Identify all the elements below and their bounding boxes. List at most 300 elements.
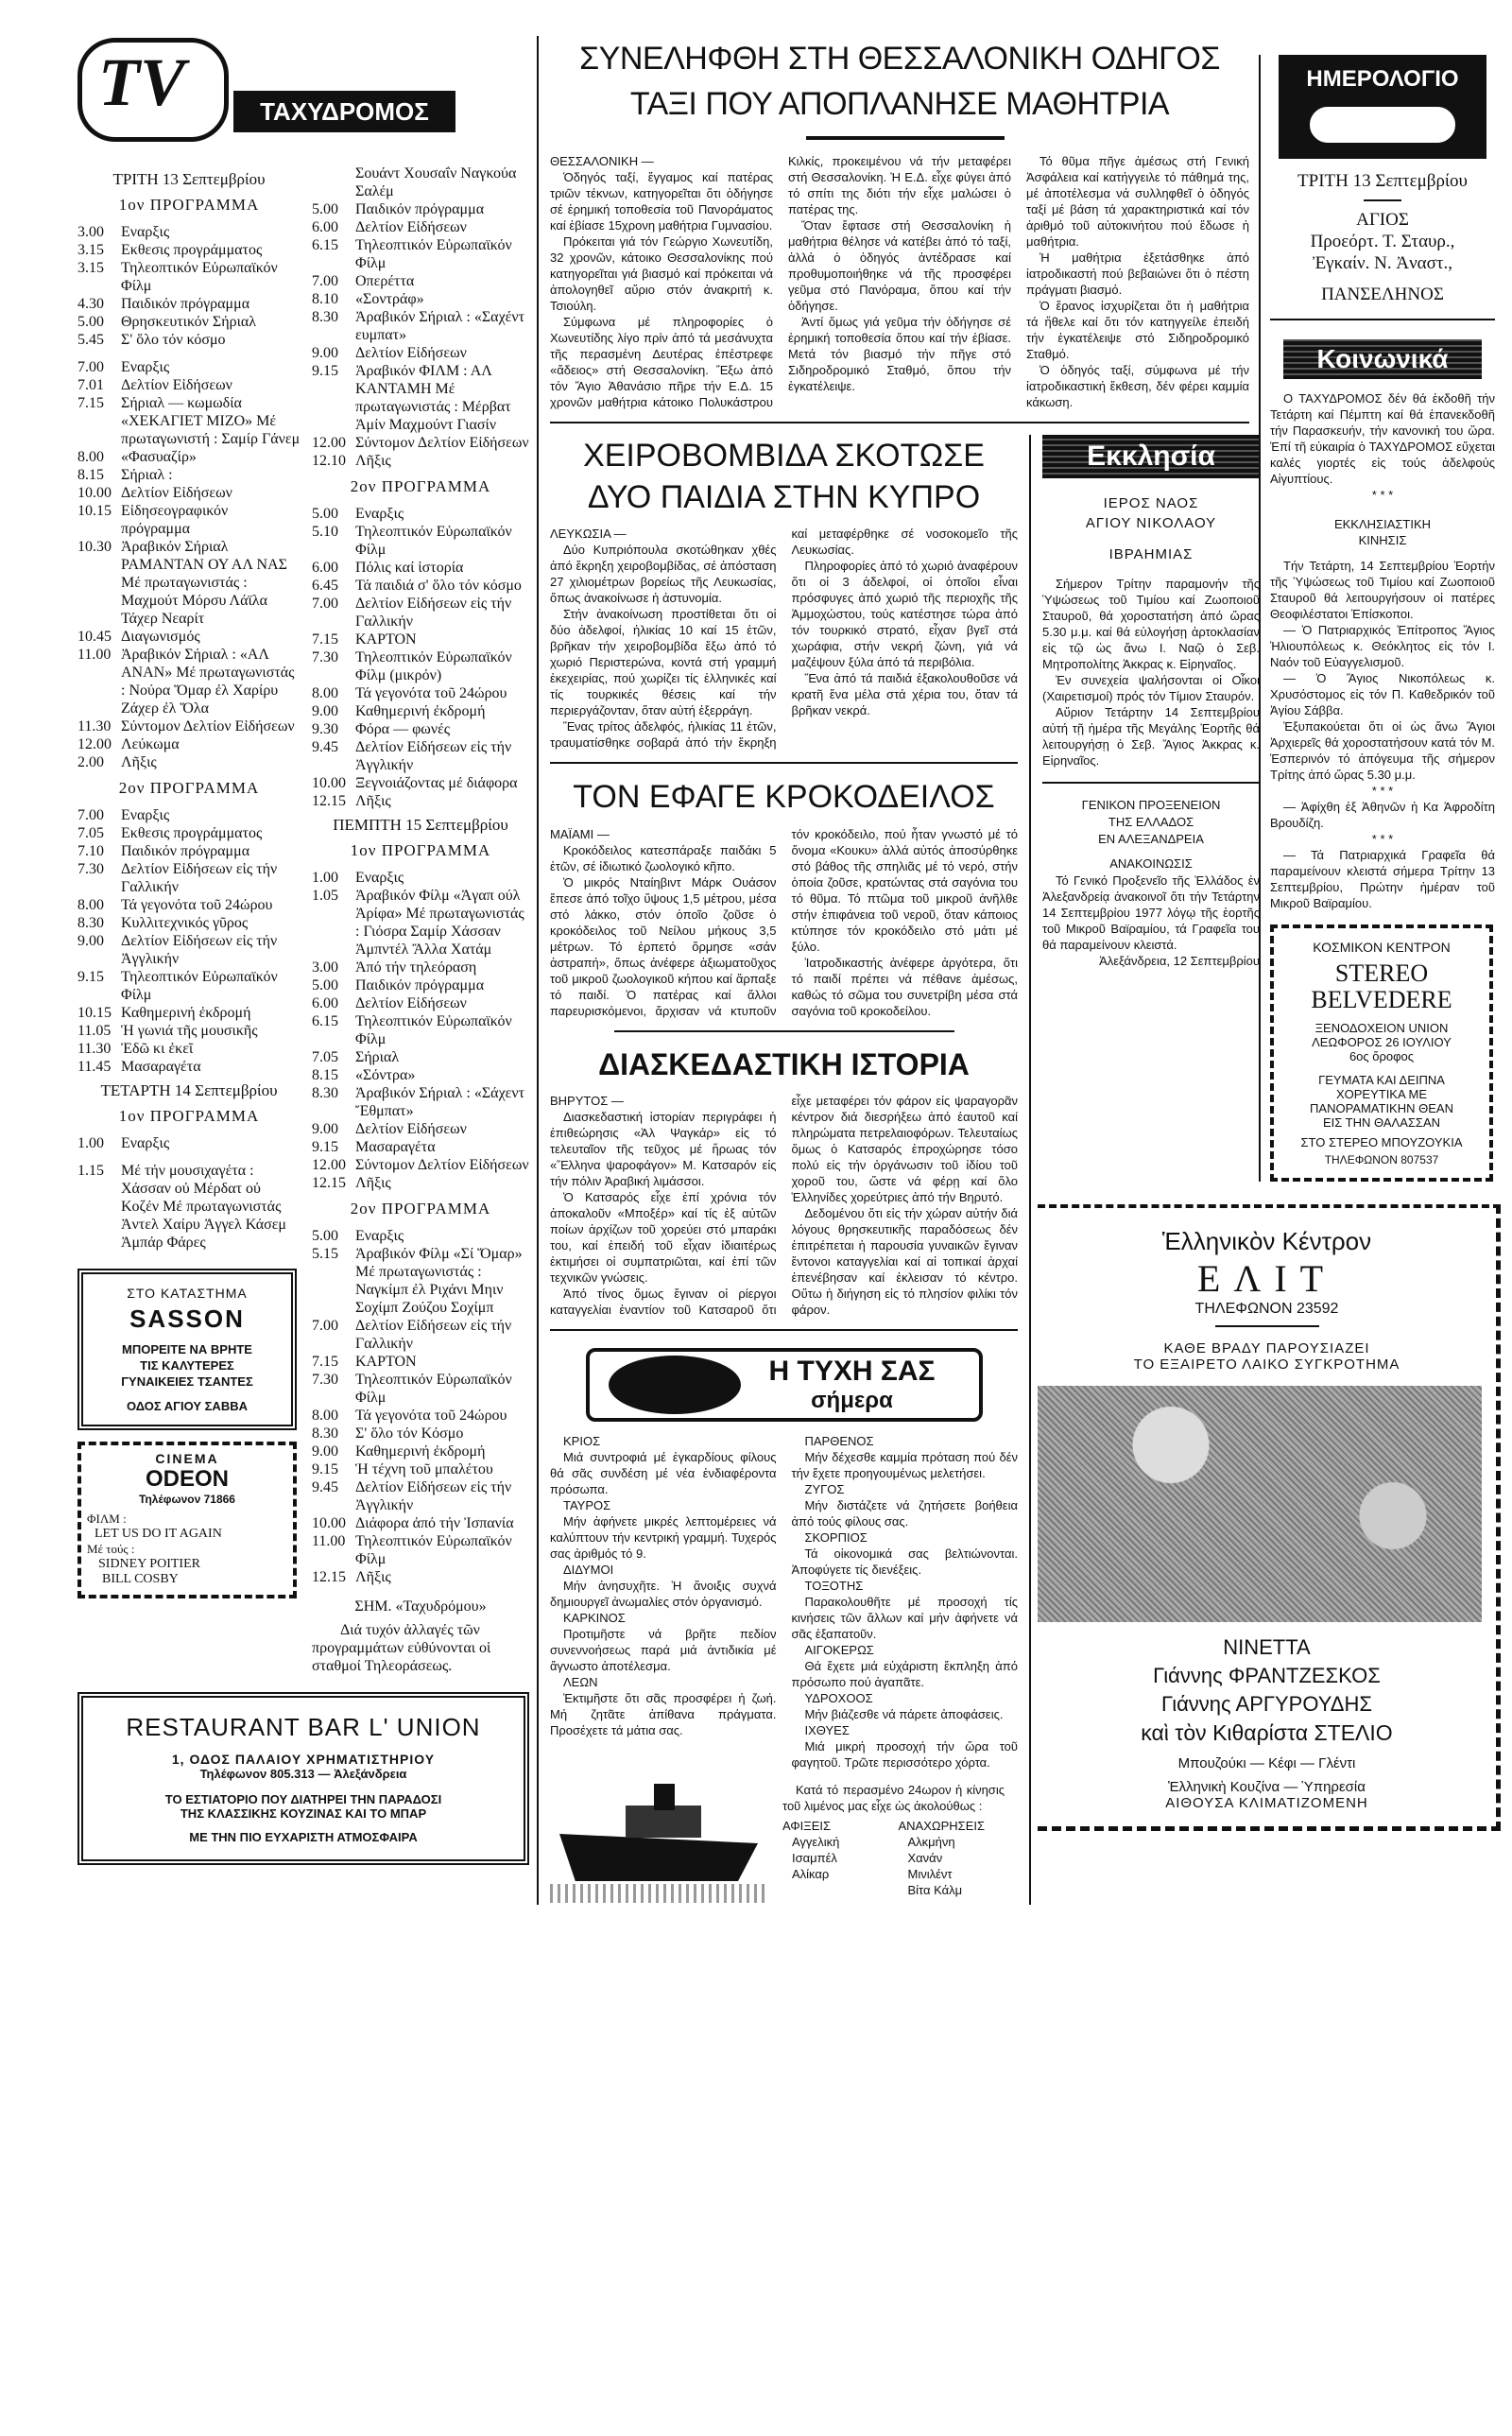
tv-listing-time: 3.15 [77,242,104,258]
tv-listing-title: Τά γεγονότα τοῦ 24ώρου [355,1408,507,1424]
tv-listing-title: Εναρξις [355,1228,404,1244]
tv-listing [77,860,301,896]
separator-stars: * * * [1371,488,1394,502]
ad-belvedere-line: ΣΤΟ ΣΤΕΡΕΟ ΜΠΟΥΖΟΥΚΙΑ [1300,1135,1463,1149]
tv-listing-title: Εκθεσις προγράμματος [121,825,263,841]
tv-listing [77,628,301,646]
port-movements [782,1782,1005,1898]
tv-listing-title: Σύντομον Δελτίον Εἰδήσεων [355,1157,529,1173]
consulate-heading: ΓΕΝΙΚΟΝ ΠΡΟΞΕΝΕΙΟΝ [1081,798,1221,812]
tv-listing-title: Τά γεγονότα τοῦ 24ώρου [121,897,273,913]
tv-listing-time: 7.15 [312,631,338,648]
tv-listing-time: 11.00 [77,647,112,663]
tv-listing-time: 12.10 [312,453,346,469]
tv-day-heading: ΤΕΤΑΡΤΗ 14 Σεπτεμβρίου [100,1081,278,1099]
taxi-headline-line: ΤΑΞΙ ΠΟΥ ΑΠΟΠΛΑΝΗΣΕ ΜΑΘΗΤΡΙΑ [629,86,1170,122]
tv-listing-title: Τηλεοπτικόν Εὐρωπαϊκόν Φίλμ [121,969,278,1003]
tv-listing [77,331,301,349]
tv-listing-title: Ἡ τέχνη τοῦ μπαλέτου [355,1461,493,1477]
tv-listing [312,1478,529,1514]
paragraph: Ἀπό τίνος ὅμως ἔγιναν οἱ ρίεργοι καταγγελίαι ἐναντίον τοῦ Κατσαροῦ ὅτι εἶχε μεταφέρει τόν φάρον εἰς ψαραγορᾶν κέντρον διά διεσρήξεω ἀπό ἑαυτοῦ καί πληρώματα πετρελαιοφόρων. Τελευταίως ὅμως ὁ Κατσαρός ἐπροχώρησε τόσο πολύ εἰς τήν ὀργάνωσιν τοῦ ἰδίου τοῦ χοροῦ του, ὥστε νά φέρῃ καί ὅλο Ἑλληνίδες χορεύτριες ἀπό τήν Βηρυτό. [550,1094,1018,1317]
paragraph: Τό Γενικό Προξενεῖο τῆς Ἑλλάδος ἐν Ἀλεξανδρείᾳ ἀνακοινοῖ ὅτι τήν Τετάρτην 14 Σεπτεμβρίου 1977 λόγῳ τῆς ἑορτῆς τοῦ Μικροῦ Βαϊραμίου, τά Γραφεῖα του θά παραμείνουν κλειστά. [1042,873,1260,952]
tv-listing-time: 6.15 [312,1013,338,1029]
taxi-article [550,153,1249,410]
tv-listing-time: 6.45 [312,578,338,594]
tv-listing-title: Φόρα — φωνές [355,721,451,737]
tv-listing-title: Τηλεοπτικόν Εὐρωπαϊκόν Φίλμ [355,237,512,271]
tv-listing-title: Τηλεοπτικόν Εὐρωπαϊκόν Φίλμ [355,1533,512,1567]
tv-listing-time: 12.15 [312,1569,346,1585]
tv-listing-title: Σήριαλ : [121,467,173,483]
tv-listing [312,774,529,792]
tv-listing-title: Τηλεοπτικόν Εὐρωπαϊκόν Φίλμ [355,524,512,558]
tv-listing-time: 10.15 [77,503,112,519]
tv-listing-time: 7.00 [77,807,104,823]
tv-listing-time: 9.00 [77,933,104,949]
tv-listing [312,200,529,218]
calendar-info [1270,170,1495,305]
ad-odeon-film-label: ΦΙΛΜ : [87,1512,127,1526]
tv-listing-title: Δελτίον Εἰδήσεων [121,377,232,393]
ad-belvedere-line: ΕΙΣ ΤΗΝ ΘΑΛΑΣΣΑΝ [1322,1115,1441,1130]
tv-listing-title: Δελτίον Εἰδήσεων [355,219,467,235]
tv-listing [312,738,529,774]
ad-odeon-film: LET US DO IT AGAIN [94,1527,222,1541]
tv-listing-time: 8.00 [77,897,104,913]
tv-listing-time: 8.00 [312,1408,338,1424]
tv-listing [312,1227,529,1245]
zodiac-sign: ΚΡΙΟΣ [563,1434,601,1448]
church-heading: ΙΒΡΑΗΜΙΑΣ [1108,546,1194,562]
tv-listing-title: Εναρξις [121,807,170,823]
tv-listing-time: 3.00 [312,959,338,976]
society-banner: Κοινωνικά [1283,339,1482,379]
zodiac-text: Μήν ἀνησυχῆτε. Ἡ ἄνοιξις συχνά δημιουργεῖ ἀνωμαλίες στόν ὀργανισμό. [550,1579,777,1609]
saint-label: ΑΓΙΟΣ [1356,210,1409,230]
tv-listing-title: Δελτίον Εἰδήσεων εἰς τήν Γαλλικήν [355,596,512,630]
tv-listing [312,1066,529,1084]
consulate-signature: Ἀλεξάνδρεια, 12 Σεπτεμβρίου [1099,954,1260,968]
tv-listing-title: Ἀραβικόν ΦΙΛΜ : ΑΛ ΚΑΝΤΑΜΗ Μέ πρωταγωνιστάς : Μέρβατ Ἀμίν Μαχμούντ Γιασίν [355,363,511,433]
tv-listing-title: Εκθεσις προγράμματος [121,242,263,258]
tv-listing [77,394,301,448]
paragraph: Στήν ἀνακοίνωση προστίθεται ὅτι οἱ δύο ἀδελφοί, ἡλικίας 10 καί 15 ἐτῶν, βρῆκαν τήν χειροβομβίδα ἔξω ἀπό τό χωριό Περιστερώνα, κοντά στή γραμμή ἐκεχειρίας, πού χωρίζει τίς ἑλληνικές καί τίς τουρκικές θέσεις καί τήν περιεργάζονταν, ὅταν αὐτή ἐξερράγη. [550,607,777,717]
tv-listing [312,1532,529,1568]
divider [614,1030,954,1032]
tv-listing-title: Ἡ γωνιά τῆς μουσικῆς [121,1023,258,1039]
tv-listing-title: Λῆξις [121,754,157,770]
zodiac-text: Παρακολουθῆτε μέ προσοχή τίς κινήσεις τῶν ἄλλων καί μήν ἀφήνετε νά σᾶς ἐξαπατοῦν. [791,1595,1018,1641]
tv-listing [77,753,301,771]
paragraph: Ἕνας τρίτος ἀδελφός, ἡλικίας 11 ἐτῶν, τραυματίσθηκε σοβαρά ἀπό τήν ἔκρηξη καί μεταφέρθηκε σέ νοσοκομεῖο τῆς Λευκωσίας. [550,527,1018,750]
tv-listing [312,1156,529,1174]
tv-listing-time: 12.15 [312,1175,346,1191]
tv-listing-title: Σήριαλ [355,1049,400,1065]
tv-listing-time: 9.00 [312,703,338,719]
ad-elit-line: ΚΑΘΕ ΒΡΑΔΥ ΠΑΡΟΥΣΙΑΖΕΙ [1163,1340,1370,1356]
divider [1215,1325,1319,1327]
cyprus-headline [550,435,1018,518]
paragraph: Τό θῦμα πῆγε ἀμέσως στή Γενική Ἀσφάλεια καί κατήγγειλε τό πάθημά της, μέ ἀποτέλεσμα νά συλληφθεῖ ὁ ὁδηγός ταξί μέ βάση τά χαρακτηριστικά καί τόν ἀριθμό τοῦ αὐτοκινήτου πού ἔδωσε ἡ μαθήτρια. [1026,154,1249,249]
zodiac-text: Μήν δέχεσθε καμμία πρόταση πού δέν τήν ἔχετε προηγουμένως μελετήσει. [791,1450,1018,1480]
ship-name: Αγγελική [792,1835,840,1849]
ad-elit-artist: Γιάννης ΦΡΑΝΤΖΕΣΚΟΣ [1153,1664,1381,1687]
tv-listing [312,976,529,994]
tv-listing-time: 10.45 [77,629,112,645]
tv-listing-title: Δελτίον Εἰδήσεων εἰς τήν Ἀγγλικήν [121,933,278,967]
tv-program-heading: 1ον ΠΡΟΓΡΑΜΜΑ [350,841,491,859]
tv-listing-title: Τά παιδιά σ' ὅλο τόν κόσμο [355,578,522,594]
ship-illustration [550,1782,767,1905]
tv-listing [312,1012,529,1048]
calendar-banner [1279,55,1486,159]
paragraph: Ὁδηγός ταξί, ἔγγαμος καί πατέρας τριῶν τέκνων, κατηγορεῖται ὅτι ὁδήγησε σέ ἐρημική τοποθεσία τοῦ Πανοράματος καί ἐβίασε 15χρονη μαθήτρια Γυμνασίου. [550,170,773,233]
left-region [77,38,529,1865]
tv-listing [312,869,529,887]
tv-listing-time: 7.10 [77,843,104,859]
tv-listing [312,434,529,452]
tv-listing-title: Παιδικόν πρόγραμμα [355,977,485,993]
tv-listing-title: Λῆξις [355,1175,391,1191]
zodiac-sign: ΠΑΡΘΕΝΟΣ [804,1434,874,1448]
tv-listing-time [312,164,355,200]
ad-sasson-address: ΟΔΟΣ ΑΓΙΟΥ ΣΑΒΒΑ [126,1399,248,1413]
ad-odeon [77,1442,297,1598]
tv-listing [312,684,529,702]
tv-listing-title: Καθημερινή ἐκδρομή [355,703,486,719]
tv-listing [77,842,301,860]
tv-listing [312,1353,529,1371]
tv-program-heading: 2ον ΠΡΟΓΡΑΜΜΑ [118,779,260,797]
consulate-heading: ΕΝ ΑΛΕΞΑΝΔΡΕΙΑ [1098,832,1204,846]
tv-listing-title: Λῆξις [355,793,391,809]
horoscope-banner [586,1348,983,1422]
zodiac-text: Προτιμῆστε νά βρῆτε πεδίον συνεννοήσεως παρά μιά ἀντιδικία μέ ἄγνωστο ἀποτέλεσμα. [550,1627,777,1673]
ad-belvedere-line: ΧΟΡΕΥΤΙΚΑ ΜΕ [1335,1087,1428,1101]
ad-odeon-phone: Τηλέφωνον 71866 [139,1493,235,1506]
tv-listing-time: 9.15 [312,1139,338,1155]
tv-listing-time: 9.15 [312,363,338,379]
paragraph: Ἐξυπακούεται ὅτι οἱ ὡς ἄνω Ἅγιοι Ἀρχιερεῖς θά χοροστατήσουν κατά τόν Μ. Ἑσπερινόν τό ἀπόγευμα τῆς σήμερον Τρίτης ἀπό ὥρας 5.30 μ.μ. [1270,719,1495,782]
tv-listing [312,887,529,959]
tv-listing-title: Τηλεοπτικόν Εὐρωπαϊκόν Φίλμ (μικρόν) [355,649,512,683]
tv-listing-title: Εναρξις [121,1135,170,1151]
tv-program-heading: 2ον ΠΡΟΓΡΑΜΜΑ [350,477,491,495]
tv-listing-time: 5.00 [312,201,338,217]
tv-listing-time: 3.00 [77,224,104,240]
tv-listing-title: Δελτίον Εἰδήσεων [121,485,232,501]
tv-listing-time: 12.00 [312,435,346,451]
tv-listing-time: 1.05 [312,888,338,904]
tv-listing [77,646,301,717]
tv-listing-time: 11.00 [312,1533,346,1549]
crocodile-headline: ΤΟΝ ΕΦΑΓΕ ΚΡΟΚΟΔΕΙΛΟΣ [573,779,995,815]
tv-listing [312,344,529,362]
tv-listing-title: Τά γεγονότα τοῦ 24ώρου [355,685,507,701]
tv-listing-title: Διάφορα ἀπό τήν Ἰσπανία [355,1515,514,1531]
church-heading: ΙΕΡΟΣ ΝΑΟΣ [1103,495,1199,511]
ship-name: Αλίκαρ [792,1867,830,1881]
tv-listing [77,502,301,538]
tv-listing [77,1004,301,1022]
tv-listing [77,358,301,376]
crocodile-dateline: ΜΑΪΑΜΙ — [550,827,610,841]
band-photo [1038,1386,1482,1622]
tv-listing [312,720,529,738]
tv-listing-title: Εἰδησεογραφικόν πρόγραμμα [121,503,229,537]
arrivals-label: ΑΦΙΞΕΙΣ [782,1819,832,1833]
paragraph: Ὁ Κατσαρός εἶχε ἐπί χρόνια τόν ἀποκαλοῦν «Μποξέρ» καί τίς ἐξ αὐτῶν ποίων ἀρχίζων τοῦ χορεύει στό μπαράκι του, καί ἐπειδή τοῦ εἶχαν ἰδιαιτέρως ἐκτιμήσει οἱ συμπατριῶται, καί ἐπί τῶν τεχνικῶν γνώσεις. [550,1190,777,1285]
ad-union-line: ΤΗΣ ΚΛΑΣΣΙΚΗΣ ΚΟΥΖΙΝΑΣ ΚΑΙ ΤΟ ΜΠΑΡ [180,1806,427,1821]
consulate-heading: ΑΝΑΚΟΙΝΩΣΙΣ [1109,856,1193,871]
tv-listing [77,914,301,932]
tv-listing-title: ΚΑΡΤΟΝ [355,1354,417,1370]
tv-listing [312,559,529,577]
tv-listing [77,241,301,259]
ad-elit-artist: Γιάννης ΑΡΓΥΡΟΥΔΗΣ [1161,1692,1372,1716]
tv-listing [312,1443,529,1460]
tv-listing [77,717,301,735]
zodiac-text: Μήν βιάζεσθε νά πάρετε ἀποφάσεις. [804,1707,1004,1721]
tv-listing [312,648,529,684]
tv-listing-time: 1.00 [77,1135,104,1151]
tv-listing-time: 7.00 [312,1318,338,1334]
tv-listing-time: 2.00 [77,754,104,770]
tv-listing-title: Ξεγνοιάζοντας μέ διάφορα [355,775,518,791]
tv-listing-title: Σύντομον Δελτίον Εἰδήσεων [355,435,529,451]
ad-belvedere-name: BELVEDERE [1311,986,1452,1013]
ad-union-line: ΤΟ ΕΣΤΙΑΤΟΡΙΟ ΠΟΥ ΔΙΑΤΗΡΕΙ ΤΗΝ ΠΑΡΑΔΟΣΙ [164,1792,442,1806]
tv-listing [312,290,529,308]
calendar-date: ΤΡΙΤΗ 13 Σεπτεμβρίου [1297,171,1468,191]
ad-sasson-line: ΜΠΟΡΕΙΤΕ ΝΑ ΒΡΗΤΕ [122,1342,252,1356]
tv-listing-title: Ἀραβικόν Σήριαλ : «Σαχέντ ευμπατ» [355,309,525,343]
tv-listing-time: 9.15 [77,969,104,985]
tv-listing-title: Δελτίον Εἰδήσεων [355,995,467,1011]
cyprus-dateline: ΛΕΥΚΩΣΙΑ — [550,527,627,541]
tv-listing-title: «Φασυαζίρ» [121,449,197,465]
consulate-notice [1042,797,1260,969]
tv-listing [77,896,301,914]
tv-listing-title: Σ' ὅλο τόν Κόσμο [355,1425,464,1442]
ad-union-address: 1, ΟΔΟΣ ΠΑΛΑΙΟΥ ΧΡΗΜΑΤΙΣΤΗΡΙΟΥ [171,1752,436,1767]
tv-listing-time: 8.30 [77,915,104,931]
paragraph: Πληροφορίες ἀπό τό χωριό ἀναφέρουν ὅτι οἱ 3 ἀδελφοί, οἱ ὁποῖοι εἶναι πρόσφυγες ἀπό χωριό τῆς περιοχῆς τῆς Ἀμμοχώστου, τούς κατέστησε τώρα ἀπό τόν τουρκικό στρατό, εἶχαν βγεῖ στά χωράφια, στήν νεκρή ζώνη, γιά νά μαζέψουν ξύλα ἀπό τά περιβόλια. [791,559,1018,669]
tv-listing [77,1040,301,1058]
tv-listing-title: Σουάντ Χουσαΐν Ναγκούα Σαλέμ [355,165,517,199]
tv-listing-time: 8.30 [312,309,338,325]
tv-listing-time: 6.00 [312,560,338,576]
tv-listing-time: 8.10 [312,291,338,307]
tv-listing-time: 5.45 [77,332,104,348]
tv-listing [77,448,301,466]
tv-listing-title: «Σοντράφ» [355,291,424,307]
tv-listing-time: 5.00 [312,977,338,993]
tv-listing [77,1162,301,1252]
zodiac-text: Μιά μικρή προσοχή τήν ὥρα τοῦ φαγητοῦ. Τρῶτε περισσότερο χόρτα. [791,1739,1018,1770]
tv-listing-title: Εναρξις [355,870,404,886]
tv-listing [77,538,301,628]
ad-elit-line: Ἑλληνικὸν Κέντρον [1161,1227,1372,1255]
tv-listing-title: Κυλλιτεχνικός γῦρος [121,915,249,931]
ad-elit-line: ΤΟ ΕΞΑΙΡΕΤΟ ΛΑΙΚΟ ΣΥΓΚΡΟΤΗΜΑ [1133,1356,1400,1373]
divider [1364,199,1401,201]
tv-listing-time: 7.30 [312,1372,338,1388]
tv-listing-time: 6.00 [312,995,338,1011]
tv-listing-time: 9.00 [312,345,338,361]
saint-line: Ἐγκαίν. Ν. Ἀναστ., [1312,253,1453,273]
calendar-banner-title: ΗΜΕΡΟΛΟΓΙΟ [1306,66,1459,92]
tv-listing [312,1514,529,1532]
tv-listing-title: Παιδικόν πρόγραμμα [355,201,485,217]
paragraph: Ὁ ὁδηγός ταξί, σύμφωνα μέ τήν ἰατροδικαστική ἔκθεση, δέν φέρει καμμία κάκωση. [1026,363,1249,409]
zodiac-sign: ΖΥΓΟΣ [804,1482,845,1496]
tv-listing-time: 10.30 [77,539,112,555]
tv-listing-title: Σήριαλ — κωμωδία «ΧΕΚΑΓΙΕΤ ΜΙΖΟ» Μέ πρωταγωνιστή : Σαμίρ Γάνεμ [121,395,301,447]
tv-listing [312,959,529,976]
tv-listing-title: «Σόντρα» [355,1067,416,1083]
taxi-dateline: ΘΕΣΣΑΛΟΝΙΚΗ — [550,154,654,168]
tv-listing-time: 12.00 [312,1157,346,1173]
ad-sasson [77,1269,297,1430]
paragraph: Κροκόδειλος κατεσπάραξε παιδάκι 5 ἐτῶν, σέ ἰδιωτικό ζωολογικό κῆπο. [550,843,777,873]
tv-listing [77,223,301,241]
ad-belvedere-line: ΞΕΝΟΔΟΧΕΙΟΝ UNION [1314,1021,1449,1035]
church-banner: Εκκλησία [1042,435,1260,478]
zodiac-sign: ΣΚΟΡΠΙΟΣ [804,1530,868,1545]
tv-listing [312,1048,529,1066]
tv-listing-time: 8.30 [312,1425,338,1442]
tv-listing-title: Ἀπό τήν τηλεόραση [355,959,477,976]
tv-listing [77,466,301,484]
zodiac-text: Μήν διστάζετε νά ζητήσετε βοήθεια ἀπό τούς φίλους σας. [791,1498,1018,1529]
tv-listing-time: 7.00 [312,596,338,612]
paragraph: Ἰατροδικαστής ἀνέφερε ἀργότερα, ὅτι τό παιδί πρέπει νά πέθανε ἀμέσως, καθώς τό σῶμα του συνετρίβη μέσα στά σαγόνια τοῦ κροκοδείλου. [791,956,1018,1018]
tv-listing [312,1174,529,1192]
tv-listing [312,523,529,559]
zodiac-text: Τά οἰκονομικά σας βελτιώνονται. Ἀποφύγετε τίς διενέξεις. [791,1546,1018,1577]
tv-listing-title: Διαγωνισμός [121,629,200,645]
tv-listing [77,313,301,331]
tv-listing-title: Λῆξις [355,1569,391,1585]
tv-listing-time: 7.15 [312,1354,338,1370]
tv-note-title: ΣΗΜ. «Ταχυδρόμου» [354,1598,487,1615]
zodiac-sign: ΔΙΔΥΜΟΙ [563,1563,614,1577]
tv-listing-time: 7.01 [77,377,104,393]
tv-listing [312,1120,529,1138]
tv-listing [77,1058,301,1076]
tv-listing [312,994,529,1012]
tv-listing-title: Τηλεοπτικόν Εὐρωπαϊκόν Φίλμ [355,1013,512,1047]
tv-listing-time: 4.30 [77,296,104,312]
church-notice [1042,493,1260,769]
tv-listing-time: 7.00 [312,273,338,289]
tv-listing-title: Μασαραγέτα [355,1139,436,1155]
zodiac-text: Μιά συντροφιά μέ ἐγκαρδίους φίλους θά σᾶς συνδέση μέ νέα ἐνδιαφέροντα πρόσωπα. [550,1450,777,1496]
ad-sasson-line: ΤΙΣ ΚΑΛΥΤΕΡΕΣ [140,1358,234,1373]
tv-logo [77,38,455,142]
tv-schedule-column-1 [77,170,301,1252]
tv-listing-time: 7.00 [77,359,104,375]
ad-elit-artist: καὶ τὸν Κιθαρίστα ΣΤΕΛΙΟ [1141,1720,1393,1745]
paragraph: Δεδομένου ὅτι εἰς τήν χώραν αὐτήν διά λόγους θρησκευτικῆς παραδόσεως δέν ἐπιτρέπεται ἡ παρουσία γυναικῶν ἔγιναν ἔντονοι καταγγελίαι καί αἱ τοπικαί ἀρχαί ἐπενέβησαν καί ἐκλεισαν τό κέντρο. Οὕτω ἡ διήγηση εἰς τό πλησίον φιλίκι τόν φάρον. [791,1206,1018,1317]
tv-listing [312,236,529,272]
tv-program-heading: 2ον ΠΡΟΓΡΑΜΜΑ [350,1200,491,1218]
zodiac-sign: ΚΑΡΚΙΝΟΣ [563,1611,626,1625]
departures-label: ΑΝΑΧΩΡΗΣΕΙΣ [898,1819,986,1833]
tv-listing-time: 5.15 [312,1246,338,1262]
zodiac-sign: ΤΟΞΟΤΗΣ [804,1579,864,1593]
tv-listing-time: 1.00 [312,870,338,886]
zodiac-text: Θά ἔχετε μιά εὐχάριστη ἔκπληξη ἀπό πρόσωπο πού ἀγαπᾶτε. [791,1659,1018,1689]
paragraph: Ἀντί ὅμως γιά γεῦμα τήν ὁδήγησε σέ ἐρημική τοποθεσία ὅπου καί τήν ἐβίασε. Μετά τόν βιασμό τήν πῆγε στό Σιδηροδρομικό Σταθμό, ὅπου τήν ἐγκατέλειψε. [788,315,1011,393]
zodiac-text: Ἐκτιμῆστε ὅτι σᾶς προσφέρει ἡ ζωή. Μή ζητᾶτε ἀπίθανα πράγματα. Προσέχετε τά μάτια σας. [550,1691,777,1737]
tv-listing [312,505,529,523]
tv-listing-title: Εναρξις [121,224,170,240]
tv-listing [312,1371,529,1407]
tv-listing-title: Εναρξις [121,359,170,375]
tv-listing-title: Καθημερινή ἐκδρομή [121,1005,251,1021]
taxi-headline-line: ΣΥΝΕΛΗΦΘΗ ΣΤΗ ΘΕΣΣΑΛΟΝΙΚΗ ΟΔΗΓΟΣ [579,41,1220,77]
cyprus-headline-line: ΧΕΙΡΟΒΟΜΒΙΔΑ ΣΚΟΤΩΣΕ [583,438,985,474]
moon-phase: ΠΑΝΣΕΛΗΝΟΣ [1321,285,1444,304]
tv-listing-title: Ἀραβικόν Φίλμ «Σί Ὅμαρ» Μέ πρωταγωνιστάς : Ναγκίμπ ἐλ Ριχάνι Μηιν Σοχίμπ Ζούζου Σοχίμπ [355,1246,523,1316]
taxi-headline [550,36,1249,127]
tv-listing [312,1425,529,1443]
story-headline: ΔΙΑΣΚΕΔΑΣΤΙΚΗ ΙΣΤΟΡΙΑ [598,1047,970,1081]
tv-listing-title: ΚΑΡΤΟΝ [355,631,417,648]
tv-logo-name: ΤΑΧΥΔΡΟΜΟΣ [233,91,455,132]
tv-listing-time: 8.00 [312,685,338,701]
ad-odeon-actor: BILL COSBY [102,1572,179,1586]
paragraph: Ὅταν ἔφτασε στή Θεσσαλονίκη ἡ μαθήτρια θέλησε νά κατέβει ἀπό τό ταξί, ἀλλά ὁ ὁδηγός ἀντέδρασε καί προθυμοποιήθηκε νά τῆς προσφέρει γεῦμα στό Πανόραμα, ὅπου καί τήν ὁδήγησε. [788,218,1011,313]
tv-listing [312,1084,529,1120]
ship-name: Ισαμπέλ [792,1851,837,1865]
paragraph: Σήμερον Τρίτην παραμονήν τῆς Ὑψώσεως τοῦ Τιμίου καί Ζωοποιοῦ Σταυροῦ, θά χοροστατήση ἀπό ὥρας 5.30 μ.μ. καί θά εὐλογήσῃ ἀρτοκλασίαν εἰς τῷ ὡς ἄνω Ι. Ναῷ ὁ Σεβ. Μητροπολίτης Ἀκκρας κ. Εἰρηναῖος. [1042,577,1260,671]
zodiac-sign: ΤΑΥΡΟΣ [563,1498,611,1512]
ad-elit-name: ΕΛΙΤ [1196,1257,1337,1300]
ship-name: Αλκμήνη [907,1835,955,1849]
ship-name: Βίτα Κάλμ [907,1883,963,1897]
tv-listing [77,1134,301,1152]
divider [550,762,1018,764]
tv-listing-time: 11.30 [77,718,112,734]
tv-listing-title: Σ' ὅλο τόν κόσμο [121,332,226,348]
paragraph: Κατά τό περασμένο 24ωρον ἡ κίνησις τοῦ λιμένος μας εἶχε ὡς ἀκολούθως : [782,1783,1005,1813]
horoscope-text [550,1433,1018,1771]
ad-elit-line: ΑΙΘΟΥΣΑ ΚΛΙΜΑΤΙΖΟΜΕΝΗ [1165,1795,1368,1811]
tv-listing-time: 7.30 [77,861,104,877]
tv-listing-title: Μέ τήν μουσιχαγέτα : Χάσσαν οὐ Μέρδατ οὐ Κοζέν Μέ πρωταγωνιστάς Ἀντελ Χαίρυ Ἀγγελ Κάσεμ Ἀμπάρ Φάρες [121,1163,287,1251]
right-column [1259,55,1495,1182]
church-movement-title: ΕΚΚΛΗΣΙΑΣΤΙΚΗ [1333,517,1432,531]
tv-listing-title: Ἀραβικόν Σήριαλ : «Σάχεντ Ἔθμπατ» [355,1085,525,1119]
tv-listing [77,259,301,295]
tv-listing [312,1138,529,1156]
tv-program-heading: 1ον ΠΡΟΓΡΑΜΜΑ [118,196,260,214]
zodiac-sign: ΙΧΘΥΕΣ [804,1723,850,1737]
tv-listing-time: 11.45 [77,1059,112,1075]
ad-stereo-belvedere [1270,924,1493,1182]
tv-listing-title: Λῆξις [355,453,391,469]
paragraph: Δύο Κυπριόπουλα σκοτώθηκαν χθές ἀπό ἔκρηξη χειροβομβίδας, σέ ἀπόσταση 27 χιλιομέτρων βορείως τῆς Λευκωσίας, ὅπως ἀνακοίνωσε ἡ ἀστυνομία. [550,543,777,605]
tv-listing [312,595,529,631]
tv-listing-title: Δελτίον Εἰδήσεων εἰς τήν Γαλλικήν [355,1318,512,1352]
tv-listing [77,1022,301,1040]
ship-name: Χανάν [907,1851,943,1865]
tv-listing [312,1407,529,1425]
tv-listing-title: Παιδικόν πρόγραμμα [121,296,250,312]
